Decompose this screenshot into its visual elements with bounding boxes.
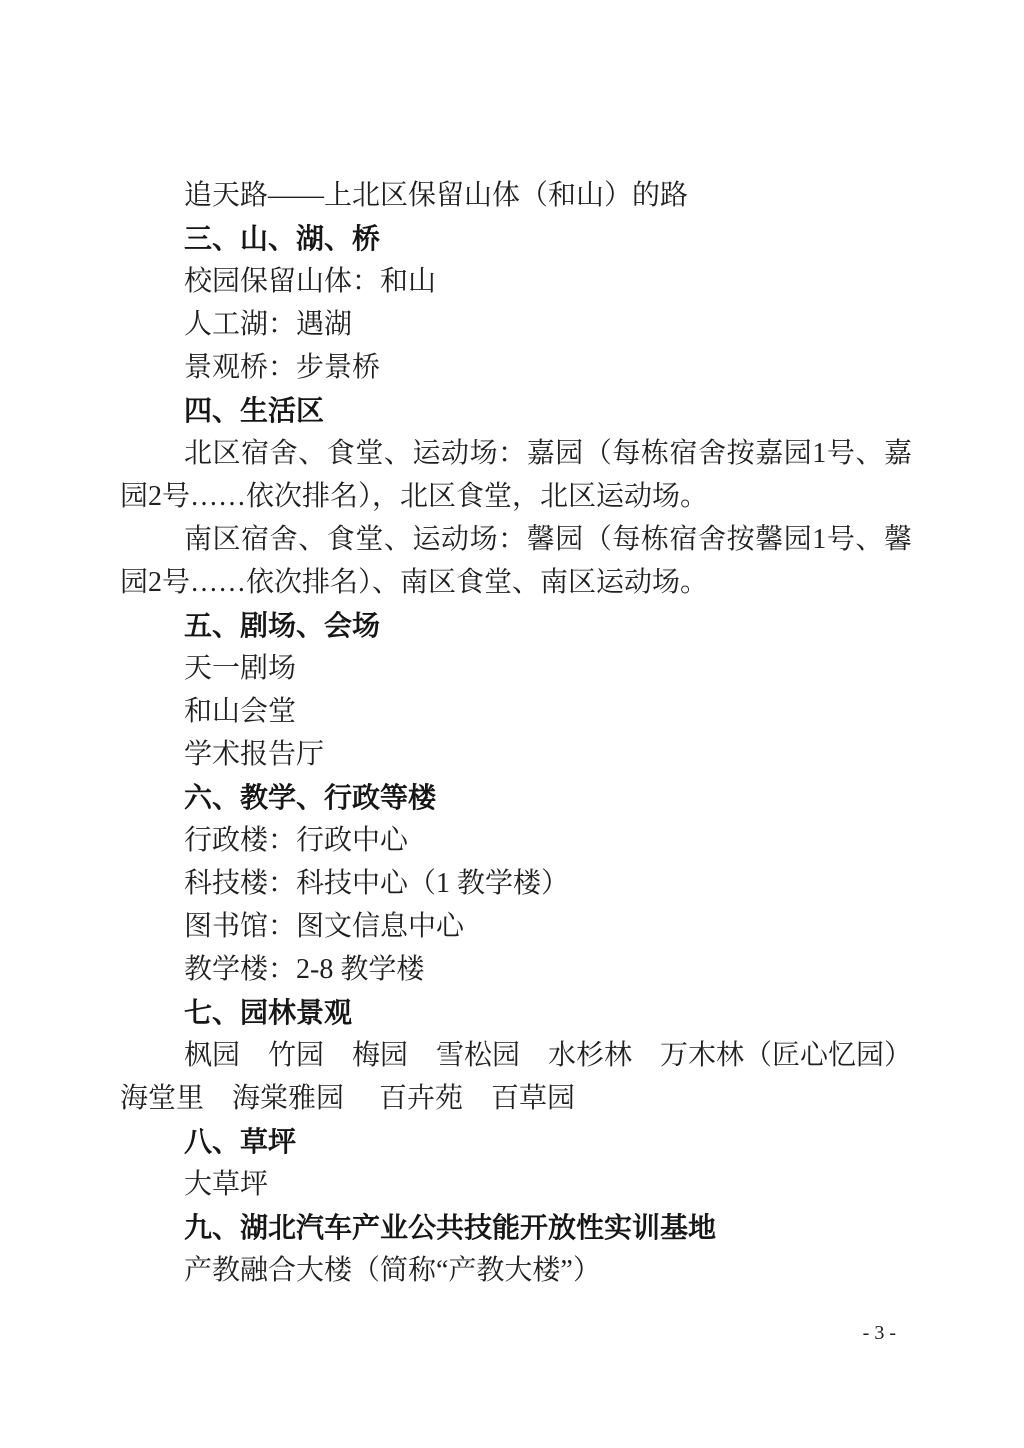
body-paragraph: 枫园 竹园 梅园 雪松园 水杉林 万木林（匠心忆园）海堂里 海棠雅园 百卉苑 百草园 [120, 1040, 913, 1114]
section-heading: 六、教学、行政等楼 [184, 782, 437, 813]
body-paragraph: 行政楼：行政中心 [184, 825, 409, 856]
body-paragraph: 北区宿舍、食堂、运动场：嘉园（每栋宿舍按嘉园1号、嘉园2号……依次排名），北区食堂，北区运动场。 [120, 438, 912, 512]
body-paragraph: 天一剧场 [184, 653, 297, 684]
body-paragraph: 校园保留山体：和山 [184, 266, 437, 297]
body-paragraph: 追天路——上北区保留山体（和山）的路 [184, 180, 689, 211]
section-heading: 八、草坪 [184, 1126, 297, 1157]
body-paragraph: 景观桥：步景桥 [184, 352, 381, 383]
section-heading: 七、园林景观 [184, 997, 353, 1028]
section-heading: 四、生活区 [184, 395, 325, 426]
section-heading: 三、山、湖、桥 [184, 223, 381, 254]
body-paragraph: 人工湖：遇湖 [184, 309, 353, 340]
section-heading: 九、湖北汽车产业公共技能开放性实训基地 [184, 1212, 717, 1243]
page-number: - 3 - [862, 1322, 896, 1344]
body-paragraph: 科技楼：科技中心（1 教学楼） [184, 868, 570, 899]
section-heading: 五、剧场、会场 [184, 610, 381, 641]
document-body [120, 174, 912, 1292]
body-paragraph: 学术报告厅 [184, 739, 325, 770]
body-paragraph: 产教融合大楼（简称“产教大楼”） [184, 1255, 601, 1286]
body-paragraph: 图书馆：图文信息中心 [184, 911, 465, 942]
body-paragraph: 和山会堂 [184, 696, 297, 727]
body-paragraph: 教学楼：2-8 教学楼 [184, 954, 425, 985]
body-paragraph: 大草坪 [184, 1169, 269, 1200]
body-paragraph: 南区宿舍、食堂、运动场：馨园（每栋宿舍按馨园1号、馨园2号……依次排名）、南区食堂、南区运动场。 [120, 524, 912, 598]
